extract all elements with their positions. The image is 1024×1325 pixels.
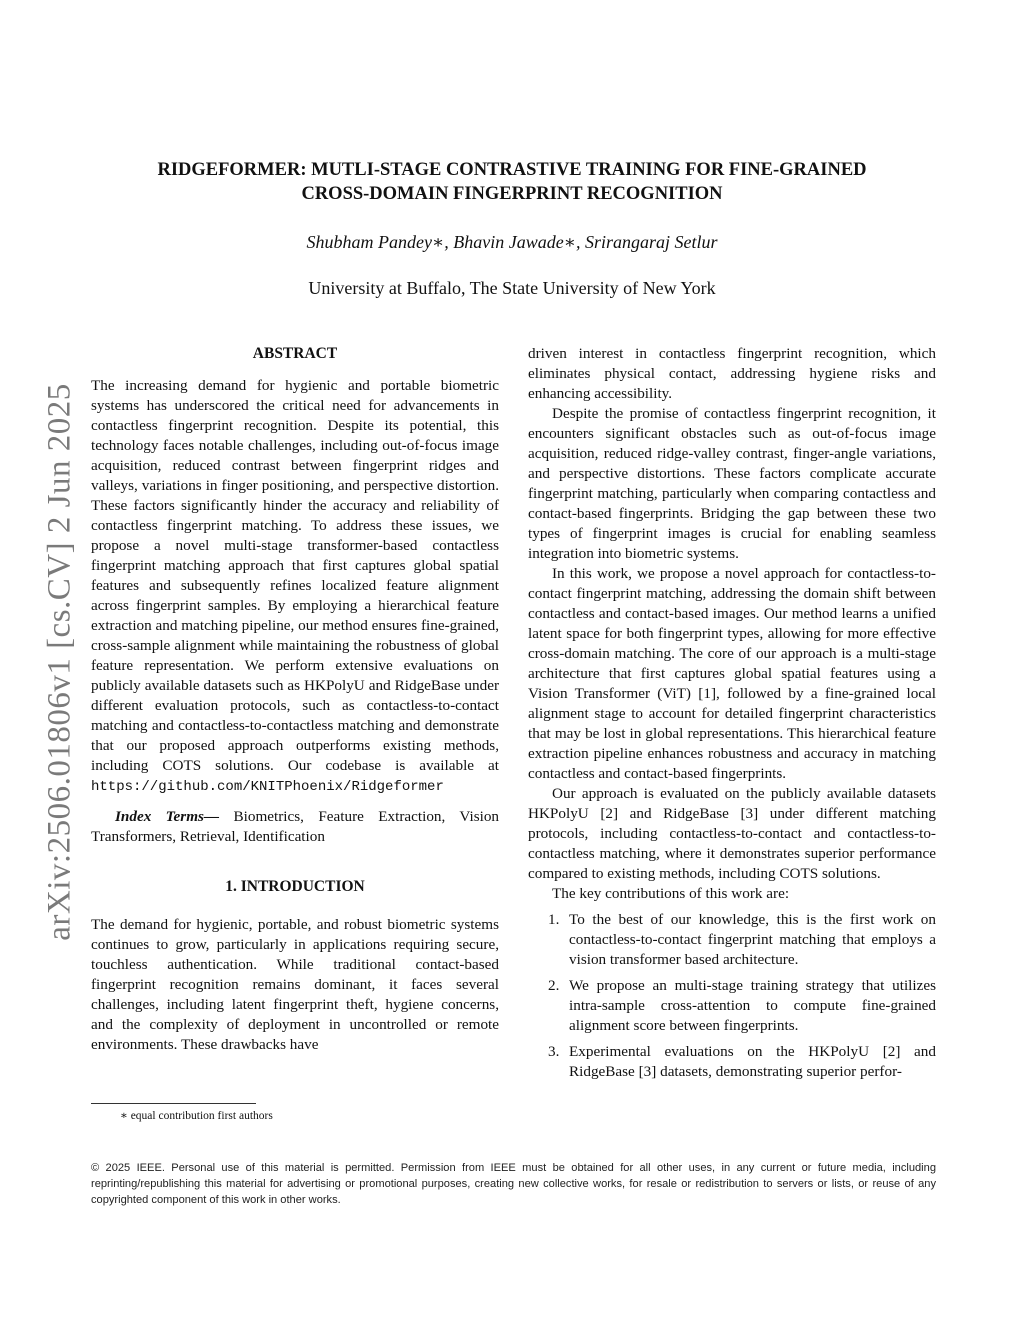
intro-paragraph-1: The demand for hygienic, portable, and robust biometric systems continues to grow, particularly in applications requiring secure, touchless authentication. While traditional contact-based fingerprint recognition remains dominant, it faces several challenges, including latent fingerprint theft, hygiene concerns, and the complexity of deployment in uncontrolled or remote environments. These drawbacks have (91, 916, 499, 1053)
affiliation: University at Buffalo, The State University of New York (308, 278, 716, 298)
list-item-number: 2. (548, 977, 560, 994)
title-line-2: CROSS-DOMAIN FINGERPRINT RECOGNITION (301, 184, 723, 204)
footnote: ∗ equal contribution first authors (120, 1110, 273, 1122)
intro-paragraph-2: Despite the promise of contactless fingerprint recognition, it encounters significant obstacles such as out-of-focus image acquisition, reduced ridge-valley contrast, finger-angle variations, and perspective distortions. These factors complicate accurate fingerprint matching, particularly when comparing contactless and contact-based fingerprints. Bridging the gap between these two types of fingerprint images is crucial for enabling seamless integration into biometric systems. (528, 405, 936, 562)
contributions-list (528, 910, 936, 1082)
intro-paragraph-3: In this work, we propose a novel approach for contactless-to-contact fingerprint matching, addressing the domain shift between contactless and contact-based images. Our method learns a unified latent space for both fingerprint types, allowing for more effective cross-domain matching. The core of our approach is a multi-stage architecture that first captures global spatial features using a Vision Transformer (ViT) [1], followed by a fine-grained local alignment stage to account for detailed fingerprint characteristics that may be lost in global representations. This hierarchical feature extraction pipeline enhances robustness and accuracy in matching contactless and contact-based fingerprints. (528, 565, 936, 782)
index-terms-text: Biometrics, Feature Extraction, Vision Transformers, Retrieval, Identification (91, 808, 500, 845)
right-column (528, 344, 936, 1088)
intro-paragraph-5: The key contributions of this work are: (552, 885, 790, 902)
arxiv-id: arXiv:2506.01806v1 [cs.CV] 2 Jun 2025 (41, 383, 78, 941)
list-item (528, 910, 936, 970)
list-item-text: To the best of our knowledge, this is the first work on contactless-to-contact fingerprint matching that employs a vision transformer based architecture. (569, 911, 936, 968)
codebase-link[interactable]: https://github.com/KNITPhoenix/Ridgeformer (91, 779, 444, 795)
index-terms (91, 807, 499, 847)
authors: Shubham Pandey∗, Bhavin Jawade∗, Srirangaraj Setlur (306, 232, 718, 252)
list-item (528, 1042, 936, 1082)
introduction-heading: 1. INTRODUCTION (225, 878, 365, 895)
abstract-heading: ABSTRACT (252, 345, 338, 362)
footnote-divider (91, 1103, 256, 1104)
abstract-body (91, 376, 499, 797)
intro-paragraph-4: Our approach is evaluated on the publicly available datasets HKPolyU [2] and RidgeBase [3] under different matching protocols, including contactless-to-contact and contactless-to-contactless matching, where it demonstrates superior performance compared to existing methods, including COTS solutions. (528, 785, 936, 882)
copyright-notice: © 2025 IEEE. Personal use of this material is permitted. Permission from IEEE must be obtained for all other uses, in any current or future media, including reprinting/republishing this material for advertising or promotional purposes, creating new collective works, for resale or redistribution to servers or lists, or reuse of any copyrighted component of this work in other works. (91, 1162, 936, 1206)
abstract-text: The increasing demand for hygienic and portable biometric systems has underscored the critical need for advancements in contactless fingerprint recognition. Despite its potential, this technology faces notable challenges, including out-of-focus image acquisition, reduced contrast between fingerprint ridges and valleys, variations in finger positioning, and perspective distortion. These factors significantly hinder the accuracy and reliability of contactless fingerprint matching. To address these issues, we propose a novel multi-stage transformer-based contactless fingerprint matching approach that first captures global spatial features and subsequently refines localized feature alignment across fingerprint samples. By employing a hierarchical feature extraction and matching pipeline, our method ensures fine-grained, cross-sample alignment while maintaining the robustness of global feature representation. We perform extensive evaluations on publicly available datasets such as HKPolyU and RidgeBase under different evaluation protocols, such as contactless-to-contact matching and contactless-to-contactless matching and demonstrate that our proposed approach outperforms existing methods, including COTS solutions. Our codebase is available at (91, 377, 499, 774)
list-item-number: 1. (548, 911, 560, 928)
left-column (91, 344, 499, 1055)
intro-paragraph-1-continued: driven interest in contactless fingerprint recognition, which eliminates physical contact, addressing hygiene risks and enhancing accessibility. (528, 345, 936, 402)
list-item-text: Experimental evaluations on the HKPolyU [2] and RidgeBase [3] datasets, demonstrating superior perfor- (569, 1043, 936, 1080)
list-item-text: We propose an multi-stage training strategy that utilizes intra-sample cross-attention to compute fine-grained alignment score between fingerprints. (569, 977, 936, 1034)
index-terms-label: Index Terms— (115, 808, 220, 825)
title-line-1: RIDGEFORMER: MUTLI-STAGE CONTRASTIVE TRAINING FOR FINE-GRAINED (157, 160, 867, 180)
list-item-number: 3. (548, 1043, 560, 1060)
paper-title (80, 158, 944, 206)
list-item (528, 976, 936, 1036)
